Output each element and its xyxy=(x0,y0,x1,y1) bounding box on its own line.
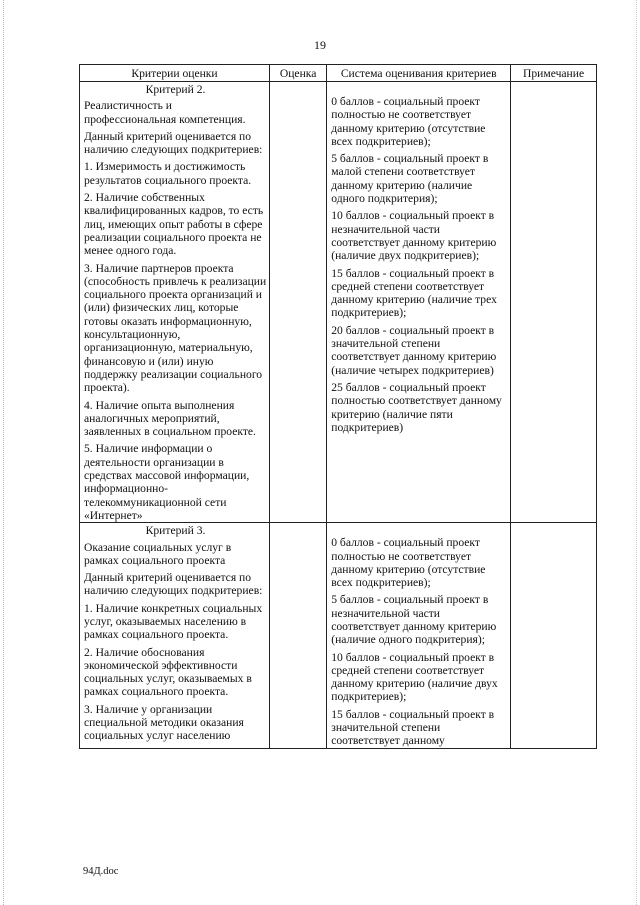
scoring-level: 15 баллов - социальный проект в значительной степени соответствует данному xyxy=(331,707,495,748)
document-filename: 94Д.doc xyxy=(83,866,119,877)
criterion-title: Критерий 2. xyxy=(145,83,206,96)
subcriterion-item: 1. Наличие конкретных социальных услуг, оказываемых населению в рамках социального проекта. xyxy=(84,601,263,642)
scoring-level: 0 баллов - социальный проект полностью не соответствует данному критерию (отсутствие всех подкритериев); xyxy=(331,536,486,590)
criteria-cell xyxy=(80,523,270,748)
criteria-text: Данный критерий оценивается по наличию следующих подкритериев: xyxy=(84,571,263,598)
header-system: Система оценивания критериев xyxy=(327,65,511,82)
table-row-criterion-2 xyxy=(80,82,597,523)
criteria-table xyxy=(79,64,597,749)
scoring-level: 25 баллов - социальный проект полностью соответствует данному критерию (наличие пяти подкритериев) xyxy=(331,380,502,434)
criterion-title: Критерий 3. xyxy=(145,524,206,538)
table-header-row xyxy=(80,65,597,82)
criteria-cell xyxy=(80,82,270,523)
header-note: Примечание xyxy=(511,65,597,82)
header-criteria: Критерии оценки xyxy=(80,65,270,82)
criteria-text: Данный критерий оценивается по наличию следующих подкритериев: xyxy=(84,129,263,157)
page-number: 19 xyxy=(314,38,326,52)
table-row-criterion-3 xyxy=(80,523,597,748)
scoring-level: 15 баллов - социальный проект в средней степени соответствует данному критерию (наличие трех подкритериев); xyxy=(331,266,497,320)
system-cell xyxy=(327,523,511,748)
score-cell xyxy=(270,82,327,523)
subcriterion-item: 3. Наличие у организации специальной методики оказания социальных услуг населению xyxy=(84,702,244,743)
subcriterion-item: 3. Наличие партнеров проекта (способность привлечь к реализации социального проекта организаций и (или) физических лиц, которые готовы оказать информационную, консультационную, организационную, материальную, финансовую и (или) иную поддержку реализации социального проекта). xyxy=(84,261,267,395)
subcriterion-item: 2. Наличие собственных квалифицированных кадров, то есть лиц, имеющих опыт работы в сфере реализации социального проекта не менее одного года. xyxy=(84,191,264,258)
header-score: Оценка xyxy=(270,65,327,82)
subcriterion-item: 2. Наличие обоснования экономической эффективности социальных услуг, оказываемых в рамках социального проекта. xyxy=(84,645,252,699)
system-cell xyxy=(327,82,511,523)
scan-edge-left xyxy=(3,0,4,905)
criteria-text: Оказание социальных услуг в рамках социального проекта xyxy=(84,540,232,567)
note-cell xyxy=(511,523,597,748)
scan-edge-right xyxy=(636,0,637,905)
scoring-level: 0 баллов - социальный проект полностью не соответствует данному критерию (отсутствие всех подкритериев); xyxy=(331,95,486,148)
scoring-level: 10 баллов - социальный проект в незначительной части соответствует данному критерию (наличие двух подкритериев); xyxy=(331,209,497,263)
score-cell xyxy=(270,523,327,748)
subcriterion-item: 1. Измеримость и достижимость результатов социального проекта. xyxy=(84,160,252,187)
criteria-text: Реалистичность и профессиональная компетенция. xyxy=(84,99,246,126)
note-cell xyxy=(511,82,597,523)
scoring-level: 10 баллов - социальный проект в средней степени соответствует данному критерию (наличие двух подкритериев); xyxy=(331,650,498,704)
scoring-level: 5 баллов - социальный проект в незначительной части соответствует данному критерию (наличие одного подкритерия); xyxy=(331,593,497,647)
subcriterion-item: 5. Наличие информации о деятельности организации в средствах массовой информации, информационно-телекоммуникационной сети «Интернет» xyxy=(84,442,250,522)
scoring-level: 5 баллов - социальный проект в малой степени соответствует данному критерию (наличие одного подкритерия); xyxy=(331,152,489,206)
scoring-level: 20 баллов - социальный проект в значительной степени соответствует данному критерию (наличие четырех подкритериев) xyxy=(331,323,497,377)
subcriterion-item: 4. Наличие опыта выполнения аналогичных мероприятий, заявленных в социальном проекте. xyxy=(84,398,256,439)
